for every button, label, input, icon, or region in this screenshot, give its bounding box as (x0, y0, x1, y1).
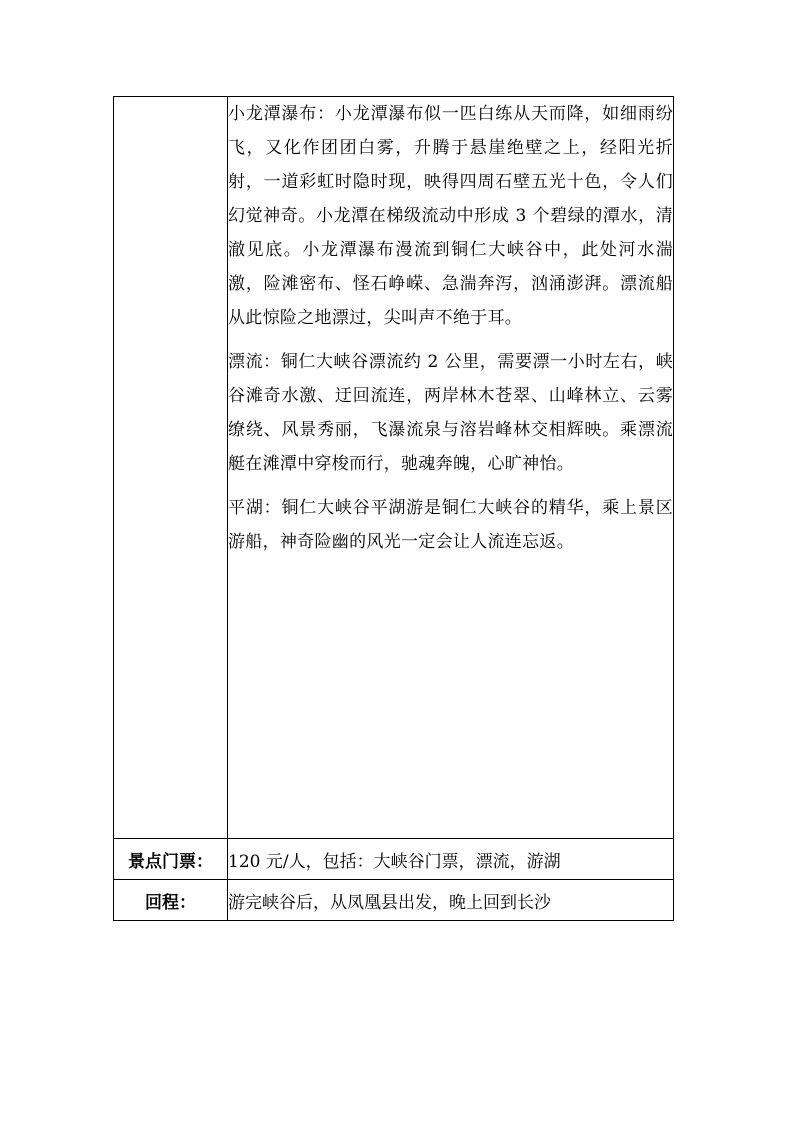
scenic-description-row (114, 97, 674, 839)
ticket-value: 120 元/人，包括：大峡谷门票，漂流，游湖 (228, 839, 674, 880)
ticket-label: 景点门票： (114, 839, 228, 880)
return-trip-label: 回程： (114, 880, 228, 921)
return-trip-value: 游完峡谷后，从凤凰县出发，晚上回到长沙 (228, 880, 674, 921)
rafting-paragraph: 漂流：铜仁大峡谷漂流约 2 公里，需要漂一小时左右，峡谷滩奇水激、迂回流连，两岸林木苍翠、山峰林立、云雾缭绕、风景秀丽，飞瀑流泉与溶岩峰林交相辉映。乘漂流艇在滩潭中穿梭而行，驰魂奔魄，心旷神怡。 (228, 352, 673, 474)
empty-label-cell (114, 97, 228, 839)
waterfall-paragraph: 小龙潭瀑布：小龙潭瀑布似一匹白练从天而降，如细雨纷飞，又化作团团白雾，升腾于悬崖绝壁之上，经阳光折射，一道彩虹时隐时现，映得四周石壁五光十色，令人们幻觉神奇。小龙潭在梯级流动中形成 3 个碧绿的潭水，清澈见底。小龙潭瀑布漫流到铜仁大峡谷中，此处河水湍激，险滩密布、怪石峥嵘、急湍奔泻，汹涌澎湃。漂流船从此惊险之地漂过，尖叫声不绝于耳。 (228, 104, 673, 328)
ticket-row (114, 839, 674, 880)
lake-paragraph: 平湖：铜仁大峡谷平湖游是铜仁大峡谷的精华，乘上景区游船，神奇险幽的风光一定会让人流连忘返。 (228, 498, 673, 552)
return-trip-row (114, 880, 674, 921)
itinerary-table (113, 96, 674, 921)
scenic-description-cell (228, 97, 674, 839)
